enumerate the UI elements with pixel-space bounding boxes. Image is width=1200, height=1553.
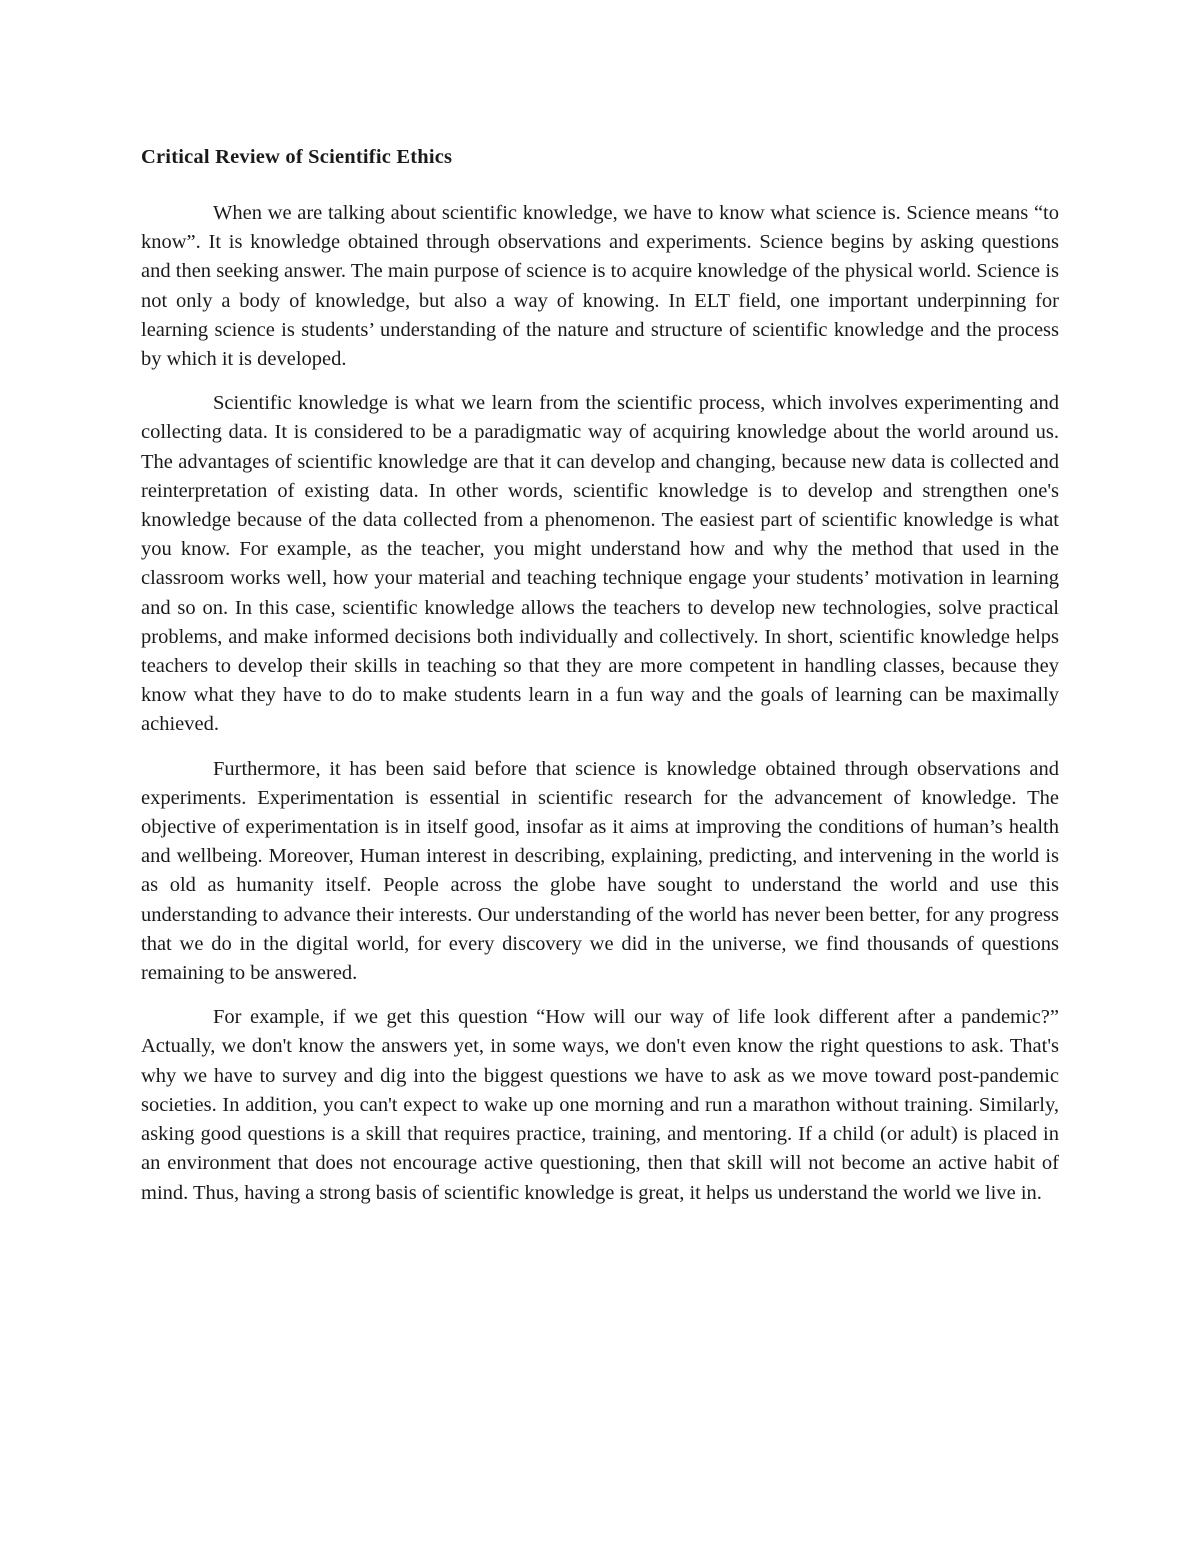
document-title: Critical Review of Scientific Ethics [141, 146, 453, 168]
paragraph-4: For example, if we get this question “How will our way of life look different after a pandemic?” Actually, we don't know the answers yet, in some ways, we don't even know the right questions to ask. That's why we have to survey and dig into the biggest questions we have to ask as we move toward post-pandemic societies. In addition, you can't expect to wake up one morning and run a marathon without training. Similarly, asking good questions is a skill that requires practice, training, and mentoring. If a child (or adult) is placed in an environment that does not encourage active questioning, then that skill will not become an active habit of mind. Thus, having a strong basis of scientific knowledge is great, it helps us understand the world we live in. [141, 1006, 1059, 1204]
document-page [141, 140, 1059, 1223]
paragraph-1: When we are talking about scientific knowledge, we have to know what science is. Science means “to know”. It is knowledge obtained through observations and experiments. Science begins by asking questions and then seeking answer. The main purpose of science is to acquire knowledge of the physical world. Science is not only a body of knowledge, but also a way of knowing. In ELT field, one important underpinning for learning science is students’ understanding of the nature and structure of scientific knowledge and the process by which it is developed. [141, 202, 1059, 371]
paragraph-3: Furthermore, it has been said before that science is knowledge obtained through observations and experiments. Experimentation is essential in scientific research for the advancement of knowledge. The objective of experimentation is in itself good, insofar as it aims at improving the conditions of human’s health and wellbeing. Moreover, Human interest in describing, explaining, predicting, and intervening in the world is as old as humanity itself. People across the globe have sought to understand the world and use this understanding to advance their interests. Our understanding of the world has never been better, for any progress that we do in the digital world, for every discovery we did in the universe, we find thousands of questions remaining to be answered. [141, 757, 1059, 985]
paragraph-2: Scientific knowledge is what we learn from the scientific process, which involves experimenting and collecting data. It is considered to be a paradigmatic way of acquiring knowledge about the world around us. The advantages of scientific knowledge are that it can develop and changing, because new data is collected and reinterpretation of existing data. In other words, scientific knowledge is to develop and strengthen one's knowledge because of the data collected from a phenomenon. The easiest part of scientific knowledge is what you know. For example, as the teacher, you might understand how and why the method that used in the classroom works well, how your material and teaching technique engage your students’ motivation in learning and so on. In this case, scientific knowledge allows the teachers to develop new technologies, solve practical problems, and make informed decisions both individually and collectively. In short, scientific knowledge helps teachers to develop their skills in teaching so that they are more competent in handling classes, because they know what they have to do to make students learn in a fun way and the goals of learning can be maximally achieved. [141, 392, 1059, 736]
